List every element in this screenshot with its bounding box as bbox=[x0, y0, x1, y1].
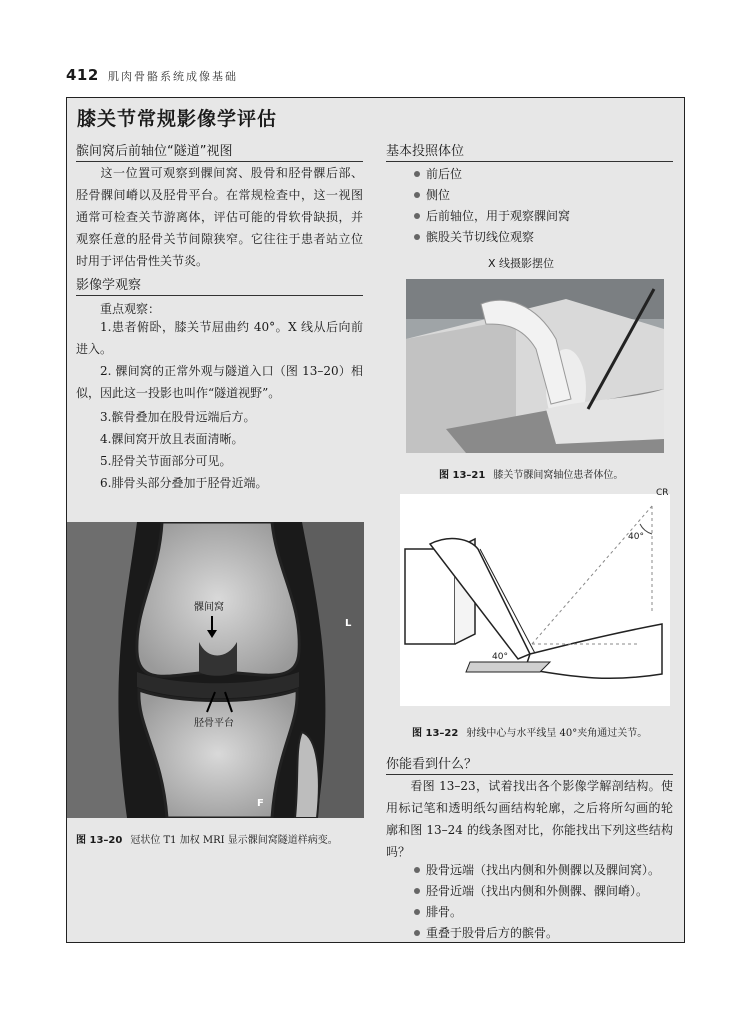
figure-13-22-number: 图 13–22 bbox=[412, 728, 459, 739]
angle-diagram bbox=[400, 488, 670, 706]
observation-item-1-text: 1.患者俯卧，膝关节屈曲约 40°。X 线从后向前进入。 bbox=[76, 320, 363, 356]
structures-list-item: 腓骨。 bbox=[414, 902, 660, 923]
mri-label-notch: 髁间窝 bbox=[194, 602, 224, 613]
content-frame bbox=[66, 97, 685, 943]
diagram-label-angle-top: 40° bbox=[628, 532, 644, 542]
observation-intro: 重点观察： bbox=[100, 302, 161, 316]
figure-13-22-caption bbox=[412, 724, 647, 739]
figure-13-22-text: 射线中心与水平线呈 40°夹角通过关节。 bbox=[466, 728, 648, 739]
observation-item-1 bbox=[76, 316, 363, 360]
figure-13-21-caption bbox=[439, 466, 623, 481]
figure-13-20-number: 图 13–20 bbox=[76, 835, 123, 846]
tunnel-view-text: 这一位置可观察到髁间窝、股骨和胫骨髁后部、胫骨髁间嵴以及胫骨平台。在常规检查中，这一视图通常可检查关节游离体，评估可能的骨软骨缺损，并观察任意的胫骨关节间隙狭窄。它往往于患者站立位时用于评估骨性关节炎。 bbox=[76, 166, 363, 268]
observation-item-2 bbox=[76, 360, 363, 404]
observation-item-2-text: 2. 髁间窝的正常外观与隧道入口（图 13–20）相似，因此这一投影也叫作“隧道视野”。 bbox=[76, 364, 363, 400]
positioning-illustration bbox=[406, 279, 664, 453]
mri-label-l: L bbox=[345, 618, 352, 629]
section-what-can-you-see-heading: 你能看到什么？ bbox=[386, 753, 673, 775]
observation-item-6: 6.腓骨头部分叠加于胫骨近端。 bbox=[100, 476, 268, 490]
mri-label-plateau: 胫骨平台 bbox=[194, 718, 234, 729]
mri-knee-image bbox=[67, 522, 364, 818]
positions-list-item: 髌股关节切线位观察 bbox=[414, 227, 570, 248]
page-header bbox=[66, 66, 686, 88]
photo-title: X 线摄影摆位 bbox=[488, 257, 555, 270]
figure-13-20-text: 冠状位 T1 加权 MRI 显示髁间窝隧道样病变。 bbox=[130, 835, 338, 846]
structures-list-item: 胫骨近端（找出内侧和外侧髁、髁间嵴）。 bbox=[414, 881, 660, 902]
structures-list bbox=[414, 860, 660, 944]
figure-13-20-caption bbox=[76, 831, 338, 846]
observation-item-3: 3.髌骨叠加在股骨远端后方。 bbox=[100, 410, 256, 424]
diagram-label-angle-bottom: 40° bbox=[492, 652, 508, 662]
positions-list-item: 侧位 bbox=[414, 185, 570, 206]
mri-label-f: F bbox=[257, 798, 264, 809]
running-title: 肌肉骨骼系统成像基础 bbox=[108, 70, 238, 83]
diagram-label-cr: CR bbox=[656, 488, 669, 498]
positions-list-item: 前后位 bbox=[414, 164, 570, 185]
tunnel-view-paragraph bbox=[76, 162, 363, 272]
what-can-you-see-text: 看图 13–23，试着找出各个影像学解剖结构。使用标记笔和透明纸勾画结构轮廓，之后将所勾画的轮廓和图 13–24 的线条图对比，你能找出下列这些结构吗？ bbox=[386, 779, 673, 859]
what-can-you-see-paragraph bbox=[386, 775, 673, 863]
section-positions-heading: 基本投照体位 bbox=[386, 140, 673, 162]
figure-13-21-text: 膝关节髁间窝轴位患者体位。 bbox=[493, 470, 624, 481]
structures-list-item: 重叠于股骨后方的髌骨。 bbox=[414, 923, 660, 944]
positions-list bbox=[414, 164, 570, 248]
figure-13-21-number: 图 13–21 bbox=[439, 470, 486, 481]
section-tunnel-view-heading: 髌间窝后前轴位“隧道”视图 bbox=[76, 140, 363, 162]
observation-item-5: 5.胫骨关节面部分可见。 bbox=[100, 454, 232, 468]
structures-list-item: 股骨远端（找出内侧和外侧髁以及髁间窝）。 bbox=[414, 860, 660, 881]
angle-line-drawing bbox=[400, 494, 670, 706]
section-observation-heading: 影像学观察 bbox=[76, 274, 363, 296]
positions-list-item: 后前轴位，用于观察髁间窝 bbox=[414, 206, 570, 227]
observation-item-4: 4.髁间窝开放且表面清晰。 bbox=[100, 432, 244, 446]
positioning-photo bbox=[406, 279, 664, 453]
mri-illustration bbox=[67, 522, 364, 818]
main-title: 膝关节常规影像学评估 bbox=[77, 108, 278, 130]
page-number: 412 bbox=[66, 66, 99, 84]
